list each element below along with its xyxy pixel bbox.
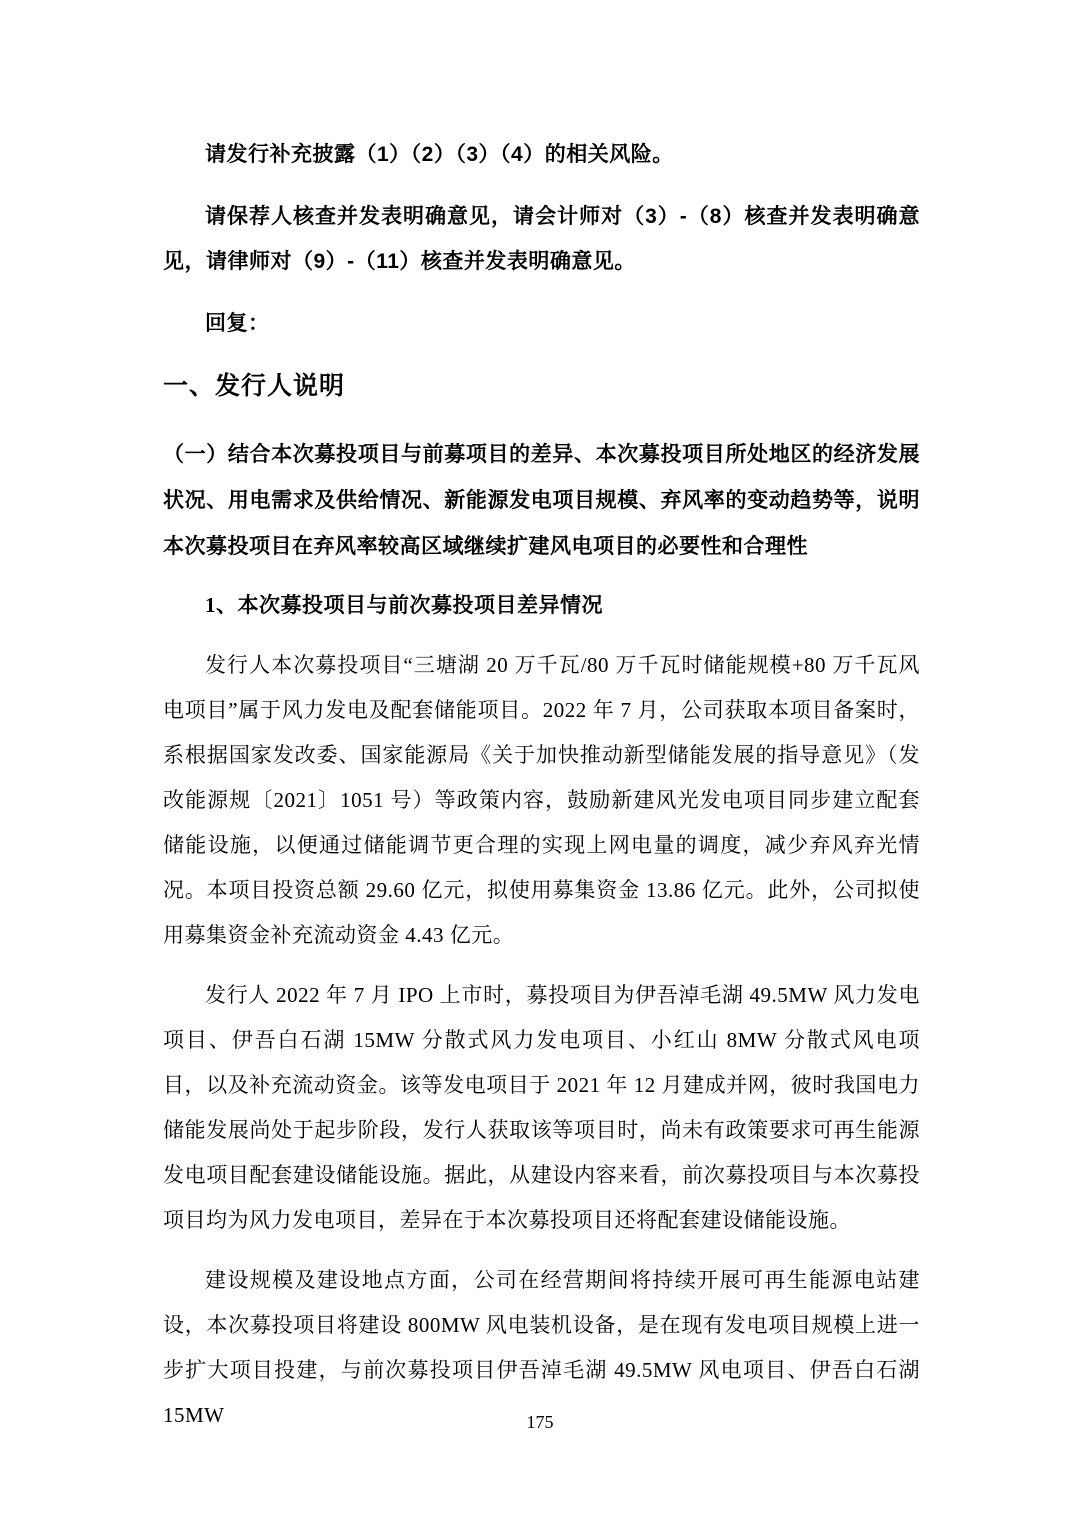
question-paragraph-1: 请发行补充披露（1）（2）（3）（4）的相关风险。: [205, 143, 674, 166]
subsection-heading: （一）结合本次募投项目与前募项目的差异、本次募投项目所处地区的经济发展状况、用电需求及供给情况、新能源发电项目规模、弃风率的变动趋势等，说明本次募投项目在弃风率较高区域继续扩建风电项目的必要性和合理性: [163, 443, 920, 558]
section-heading: 一、发行人说明: [163, 372, 346, 400]
item-heading: 1、本次募投项目与前次募投项目差异情况: [205, 593, 603, 617]
body-paragraph-2: 发行人 2022 年 7 月 IPO 上市时，募投项目为伊吾淖毛湖 49.5MW 风力发电项目、伊吾白石湖 15MW 分散式风力发电项目、小红山 8MW 分散式风电项目，以及补充流动资金。该等发电项目于 2021 年 12 月建成并网，彼时我国电力储能发展尚处于起步阶段，发行人获取该等项目时，尚未有政策要求可再生能源发电项目配套建设储能设施。据此，从建设内容来看，前次募投项目与本次募投项目均为风力发电项目，差异在于本次募投项目还将配套建设储能设施。: [163, 983, 920, 1232]
body-paragraph-1: 发行人本次募投项目“三塘湖 20 万千瓦/80 万千瓦时储能规模+80 万千瓦风电项目”属于风力发电及配套储能项目。2022 年 7 月，公司获取本项目备案时，系根据国家发改委、国家能源局《关于加快推动新型储能发展的指导意见》（发改能源规〔2021〕1051 号）等政策内容，鼓励新建风光发电项目同步建立配套储能设施，以便通过储能调节更合理的实现上网电量的调度，减少弃风弃光情况。本项目投资总额 29.60 亿元，拟使用募集资金 13.86 亿元。此外，公司拟使用募集资金补充流动资金 4.43 亿元。: [163, 653, 920, 947]
body-paragraph-3: 建设规模及建设地点方面，公司在经营期间将持续开展可再生能源电站建设，本次募投项目将建设 800MW 风电装机设备，是在现有发电项目规模上进一步扩大项目投建，与前次募投项目伊吾淖毛湖 49.5MW 风电项目、伊吾白石湖 15MW: [163, 1268, 920, 1427]
reply-label: 回复：: [205, 312, 270, 335]
page-number: 175: [526, 1412, 554, 1432]
page-content: [163, 132, 920, 1453]
question-paragraph-2: 请保荐人核查并发表明确意见，请会计师对（3）-（8）核查并发表明确意见，请律师对（9）-（11）核查并发表明确意见。: [163, 205, 920, 273]
